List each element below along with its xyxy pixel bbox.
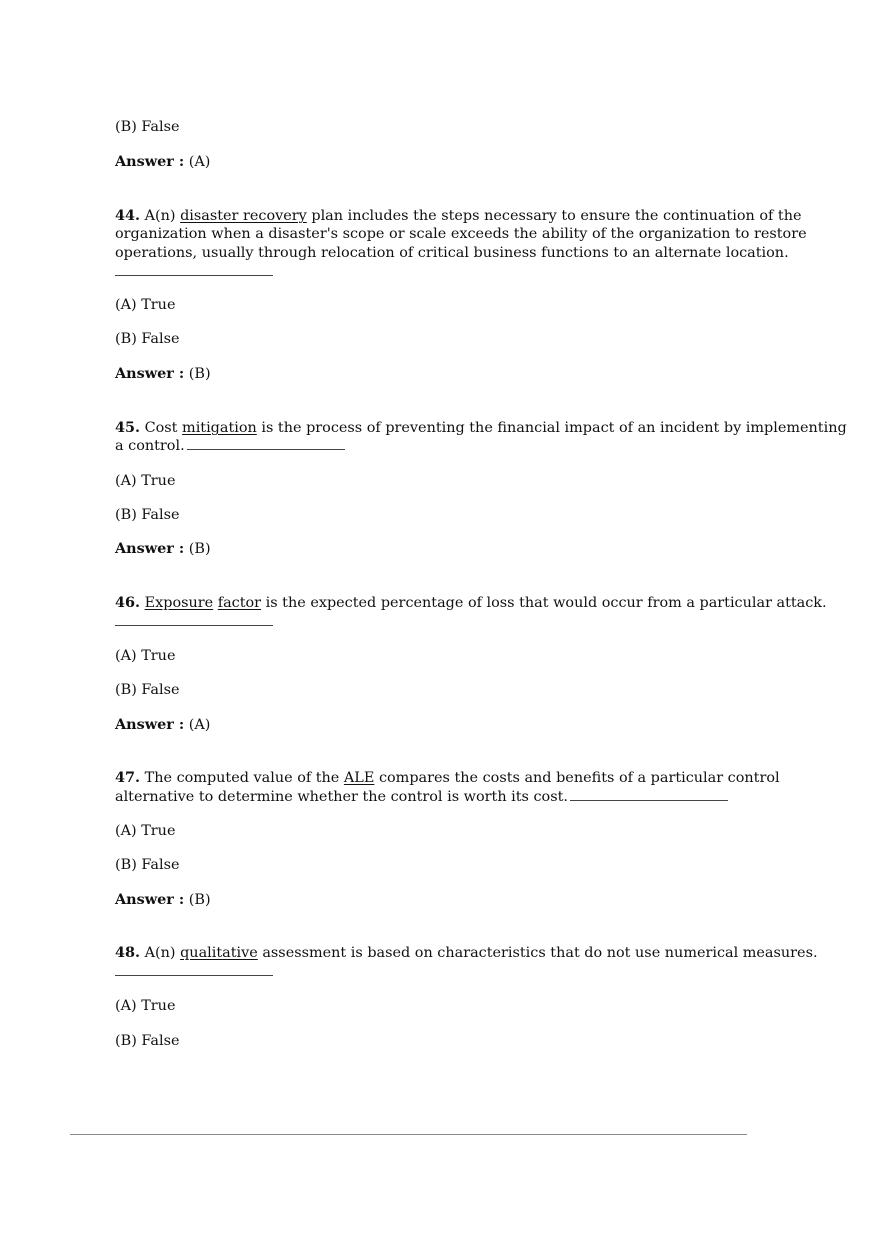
key-term: Exposure: [144, 595, 214, 611]
answer-value: (B): [188, 366, 211, 382]
answer-blank: [187, 439, 345, 450]
question-text: alternative to determine whether the control is worth its cost.: [115, 789, 568, 805]
question-text: A(n): [144, 945, 181, 961]
question-text: A(n): [144, 208, 181, 224]
answer-label: Answer :: [115, 716, 185, 733]
key-term: factor: [217, 595, 262, 611]
question-44-line2: organization when a disaster's scope or scale exceeds the ability of the organization to restore: [115, 226, 807, 242]
question-text: assessment is based on characteristics that do not use numerical measures.: [257, 945, 818, 961]
question-44-line1: [115, 206, 802, 226]
answer: [115, 364, 211, 384]
footer-divider: [70, 1134, 747, 1135]
answer-label: Answer :: [115, 153, 185, 170]
answer: [115, 890, 211, 910]
question-text: The computed value of the: [144, 770, 344, 786]
answer-value: (B): [188, 541, 211, 557]
key-term: qualitative: [180, 945, 258, 961]
option-a: (A) True: [115, 297, 176, 313]
question-number: 46.: [115, 594, 141, 611]
answer-blank: [115, 963, 273, 982]
option-a: (A) True: [115, 998, 176, 1014]
question-text: plan includes the steps necessary to ensure the continuation of the: [306, 208, 802, 224]
answer-value: (B): [188, 892, 211, 908]
answer-label: Answer :: [115, 540, 185, 557]
question-46-line1: [115, 593, 827, 613]
answer: [115, 539, 211, 559]
answer-label: Answer :: [115, 365, 185, 382]
question-47-line2: [115, 788, 728, 807]
option-a: (A) True: [115, 473, 176, 489]
question-45-line2: [115, 437, 345, 456]
option-a: (A) True: [115, 648, 176, 664]
question-text: Cost: [144, 420, 183, 436]
question-45-line1: [115, 418, 847, 438]
answer-label: Answer :: [115, 891, 185, 908]
question-44-line3: operations, usually through relocation of critical business functions to an alternate location.: [115, 245, 789, 261]
key-term: ALE: [343, 770, 375, 786]
answer-value: (A): [188, 154, 211, 170]
question-number: 48.: [115, 944, 141, 961]
answer: [115, 152, 210, 172]
answer-blank: [570, 790, 728, 801]
question-48-line1: [115, 943, 818, 963]
option-b: (B) False: [115, 119, 180, 135]
option-b: (B) False: [115, 507, 180, 523]
question-number: 45.: [115, 419, 141, 436]
answer-blank: [115, 613, 273, 632]
question-47-line1: [115, 768, 780, 788]
key-term: disaster recovery: [180, 208, 307, 224]
question-number: 47.: [115, 769, 141, 786]
answer: [115, 715, 210, 735]
key-term: mitigation: [182, 420, 257, 436]
option-a: (A) True: [115, 823, 176, 839]
question-text: is the expected percentage of loss that would occur from a particular attack.: [261, 595, 827, 611]
question-text: compares the costs and benefits of a particular control: [374, 770, 780, 786]
option-b: (B) False: [115, 331, 180, 347]
question-number: 44.: [115, 207, 141, 224]
option-b: (B) False: [115, 1033, 180, 1049]
option-b: (B) False: [115, 682, 180, 698]
question-text: a control.: [115, 438, 185, 454]
answer-value: (A): [188, 717, 211, 733]
option-b: (B) False: [115, 857, 180, 873]
question-text: is the process of preventing the financial impact of an incident by implementing: [256, 420, 847, 436]
answer-blank: [115, 263, 273, 282]
